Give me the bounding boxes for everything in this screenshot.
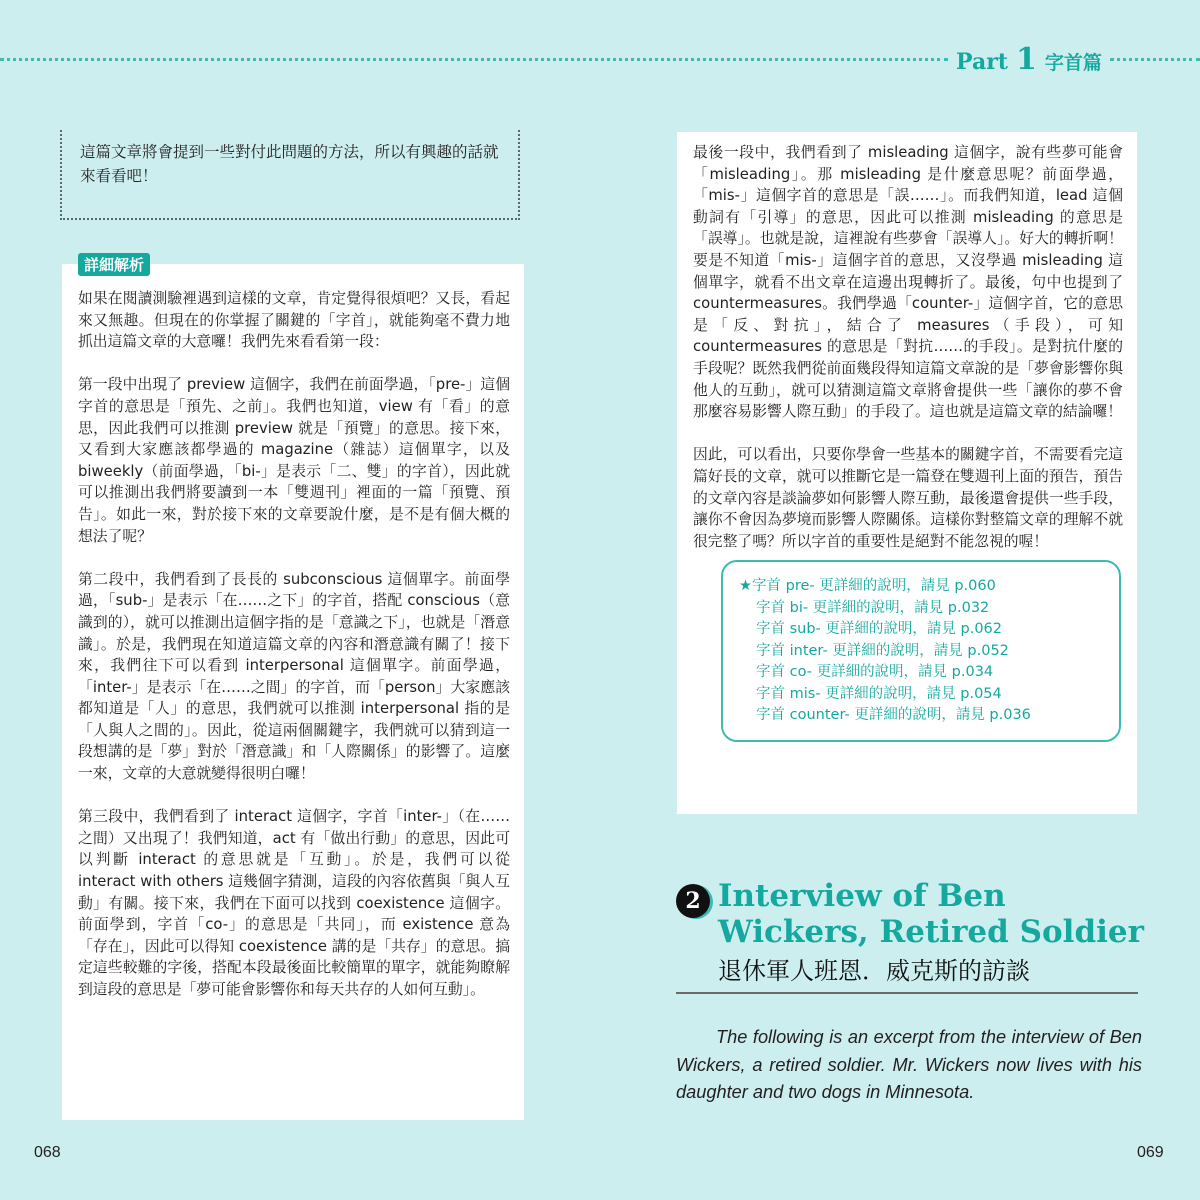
section-number-badge: 2	[676, 884, 710, 918]
part-title: 字首篇	[1044, 52, 1102, 74]
part-word: Part	[956, 49, 1008, 75]
part-label	[956, 42, 1102, 78]
reference-item: 字首 inter- 更詳細的說明，請見 p.052	[756, 642, 1009, 659]
reference-item: ★ 字首 pre- 更詳細的說明，請見 p.060	[739, 576, 1119, 598]
analysis-panel	[62, 264, 524, 1120]
analysis-paragraph: 最後一段中，我們看到了 misleading 這個字，說有些夢可能會「misleading」。那 misleading 是什麼意思呢？前面學過，「mis-」這個字首的意思是「誤……」。而我們知道，lead 這個動詞有「引導」的意思，因此可以推測 misleading 的意思是「誤導」。也就是說，這裡說有些夢會「誤導人」。好大的轉折啊！要是不知道「mis-」這個字首的意思，又沒學過 misleading 這個單字，就看不出文章在這邊出現轉折了。最後，句中也提到了 countermeasures。我們學過「counter-」這個字首，它的意思是「反、對抗」，結合了 measures（手段），可知 countermeasures 的意思是「對抗……的手段」。是對抗什麼的手段呢？既然我們從前面幾段得知這篇文章說的是「夢會影響你與他人的互動」，就可以猜測這篇文章將會提供一些「讓你的夢不會那麼容易影響人際互動」的手段了。這也就是這篇文章的結論囉！	[693, 144, 1123, 421]
header-dotted-rule-right	[1110, 58, 1200, 61]
section-subtitle: 退休軍人班恩．威克斯的訪談	[718, 957, 1030, 985]
analysis-paragraph: 因此，可以看出，只要你學會一些基本的關鍵字首，不需要看完這篇好長的文章，就可以推斷它是一篇登在雙週刊上面的預告，預告的文章內容是談論夢如何影響人際互動，最後還會提供一些手段，讓你不會因為夢境而影響人際關係。這樣你對整篇文章的理解不就很完整了嗎？所以字首的重要性是絕對不能忽視的喔！	[693, 446, 1123, 550]
reference-item: 字首 bi- 更詳細的說明，請見 p.032	[756, 599, 990, 616]
analysis-tag: 詳細解析	[78, 253, 150, 276]
analysis-paragraph: 第三段中，我們看到了 interact 這個字，字首「inter-」（在……之間）又出現了！我們知道，act 有「做出行動」的意思，因此可以判斷 interact 的意思就是「互動」。於是，我們可以從 interact with others 這幾個字猜測，這段的內容依舊與「與人互動」有關。接下來，我們在下面可以找到 coexistence 這個字。前面學到，字首「co-」的意思是「共同」，而 existence 意為「存在」，因此可以得知 coexistence 講的是「共存」的意思。搞定這些較難的字後，搭配本段最後面比較簡單的單字，就能夠瞭解到這段的意思是「夢可能會影響你和每天共存的人如何互動」。	[78, 808, 510, 998]
header-dotted-rule	[0, 58, 948, 61]
page-number-right: 069	[1137, 1144, 1164, 1161]
analysis-paragraph: 第一段中出現了 preview 這個字，我們在前面學過，「pre-」這個字首的意思是「預先、之前」。我們也知道，view 有「看」的意思，因此我們可以推測 preview 就是「預覽」的意思。接下來，又看到大家應該都學過的 magazine（雜誌）這個單字，以及 biweekly（前面學過，「bi-」是表示「二、雙」的字首），因此就可以推測出我們將要讀到一本「雙週刊」裡面的一篇「預覽、預告」。如此一來，對於接下來的文章要說什麼，是不是有個大概的想法了呢？	[78, 376, 510, 545]
section-excerpt: The following is an excerpt from the interview of Ben Wickers, a retired soldier. Mr. Wickers now lives with his daughter and two dogs in Minnesota.	[676, 1027, 1142, 1102]
section-title: Interview of Ben Wickers, Retired Soldier	[718, 878, 1144, 950]
reference-item: 字首 co- 更詳細的說明，請見 p.034	[756, 664, 994, 681]
analysis-paragraph: 第二段中，我們看到了長長的 subconscious 這個單字。前面學過，「sub-」是表示「在……之下」的字首，搭配 conscious（意識到的），就可以推測出這個字指的是「意識之下」，也就是「潛意識」。於是，我們現在知道這篇文章的內容和潛意識有關了！接下來，我們往下可以看到 interpersonal 這個單字。前面學過，「inter-」是表示「在……之間」的字首，而「person」大家應該都知道是「人」的意思，我們就可以推測 interpersonal 指的是「人與人之間的」。因此，從這兩個關鍵字，我們就可以猜到這一段想講的是「夢」對於「潛意識」和「人際關係」的影響了。這麼一來，文章的大意就變得很明白囉！	[78, 570, 510, 783]
right-analysis-panel	[677, 132, 1137, 814]
reference-item: 字首 mis- 更詳細的說明，請見 p.054	[756, 685, 1002, 702]
reference-item: 字首 sub- 更詳細的說明，請見 p.062	[756, 621, 1002, 638]
reference-item: 字首 counter- 更詳細的說明，請見 p.036	[756, 707, 1031, 724]
page-number-left: 068	[34, 1144, 61, 1161]
analysis-paragraph: 如果在閱讀測驗裡遇到這樣的文章，肯定覺得很煩吧？又長，看起來又無趣。但現在的你掌握了關鍵的「字首」，就能夠毫不費力地抓出這篇文章的大意囉！我們先來看看第一段：	[78, 290, 510, 351]
intro-text: 這篇文章將會提到一些對付此問題的方法，所以有興趣的話就來看看吧！	[80, 143, 499, 185]
part-number: 1	[1015, 42, 1037, 77]
intro-box	[60, 130, 520, 220]
section-divider	[676, 992, 1138, 994]
reference-box	[721, 560, 1121, 742]
